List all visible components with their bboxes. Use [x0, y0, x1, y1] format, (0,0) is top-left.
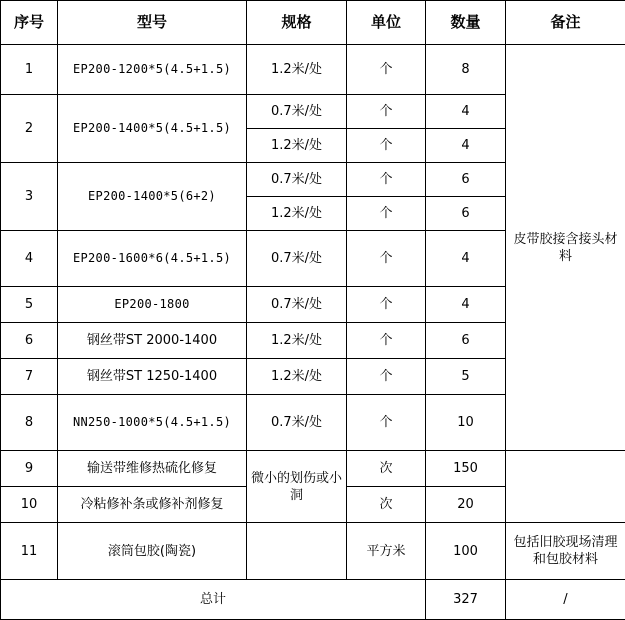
header-remark: 备注 [506, 1, 625, 45]
row-index: 10 [1, 487, 58, 523]
row-qty: 10 [426, 395, 506, 451]
row-qty: 8 [426, 45, 506, 95]
row-qty: 150 [426, 451, 506, 487]
row-unit: 个 [347, 395, 426, 451]
row-index: 5 [1, 287, 58, 323]
row-model: 滚筒包胶(陶瓷) [58, 523, 247, 580]
header-row [1, 1, 625, 45]
row-spec: 0.7米/处 [247, 395, 347, 451]
row-qty: 20 [426, 487, 506, 523]
row-unit: 个 [347, 231, 426, 287]
row-qty: 4 [426, 231, 506, 287]
header-qty: 数量 [426, 1, 506, 45]
row-index: 9 [1, 451, 58, 487]
row-index: 1 [1, 45, 58, 95]
row-spec: 微小的划伤或小洞 [247, 451, 347, 523]
row-model: 输送带维修热硫化修复 [58, 451, 247, 487]
row-spec: 1.2米/处 [247, 323, 347, 359]
row-model: EP200-1200*5(4.5+1.5) [58, 45, 247, 95]
row-unit: 个 [347, 163, 426, 197]
row-index: 3 [1, 163, 58, 231]
total-remark: / [506, 580, 625, 620]
header-index: 序号 [1, 1, 58, 45]
row-model: 钢丝带ST 1250-1400 [58, 359, 247, 395]
row-model: 钢丝带ST 2000-1400 [58, 323, 247, 359]
table-row [1, 45, 625, 95]
row-qty: 6 [426, 163, 506, 197]
row-unit: 个 [347, 197, 426, 231]
row-model: NN250-1000*5(4.5+1.5) [58, 395, 247, 451]
total-label: 总计 [1, 580, 426, 620]
row-qty: 4 [426, 129, 506, 163]
row-spec: 0.7米/处 [247, 231, 347, 287]
header-spec: 规格 [247, 1, 347, 45]
row-unit: 平方米 [347, 523, 426, 580]
row-index: 4 [1, 231, 58, 287]
row-qty: 6 [426, 323, 506, 359]
row-unit: 个 [347, 45, 426, 95]
row-index: 11 [1, 523, 58, 580]
table-row [1, 451, 625, 487]
row-spec: 1.2米/处 [247, 45, 347, 95]
header-model: 型号 [58, 1, 247, 45]
row-spec: 1.2米/处 [247, 359, 347, 395]
row-remark: 包括旧胶现场清理和包胶材料 [506, 523, 625, 580]
row-qty: 4 [426, 95, 506, 129]
row-unit: 个 [347, 359, 426, 395]
remark-merged: 皮带胶接含接头材料 [506, 45, 625, 451]
row-spec: 0.7米/处 [247, 163, 347, 197]
row-qty: 100 [426, 523, 506, 580]
row-spec: 1.2米/处 [247, 129, 347, 163]
total-row [1, 580, 625, 620]
row-qty: 4 [426, 287, 506, 323]
row-unit: 次 [347, 487, 426, 523]
row-model: EP200-1600*6(4.5+1.5) [58, 231, 247, 287]
row-unit: 个 [347, 95, 426, 129]
row-unit: 次 [347, 451, 426, 487]
row-model: EP200-1800 [58, 287, 247, 323]
row-model: 冷粘修补条或修补剂修复 [58, 487, 247, 523]
row-spec [247, 523, 347, 580]
row-index: 8 [1, 395, 58, 451]
row-unit: 个 [347, 287, 426, 323]
row-spec: 0.7米/处 [247, 287, 347, 323]
row-spec: 1.2米/处 [247, 197, 347, 231]
row-index: 7 [1, 359, 58, 395]
table-row [1, 523, 625, 580]
row-model: EP200-1400*5(6+2) [58, 163, 247, 231]
row-unit: 个 [347, 129, 426, 163]
row-index: 6 [1, 323, 58, 359]
header-unit: 单位 [347, 1, 426, 45]
row-index: 2 [1, 95, 58, 163]
row-qty: 5 [426, 359, 506, 395]
row-model: EP200-1400*5(4.5+1.5) [58, 95, 247, 163]
row-qty: 6 [426, 197, 506, 231]
total-qty: 327 [426, 580, 506, 620]
row-unit: 个 [347, 323, 426, 359]
row-spec: 0.7米/处 [247, 95, 347, 129]
